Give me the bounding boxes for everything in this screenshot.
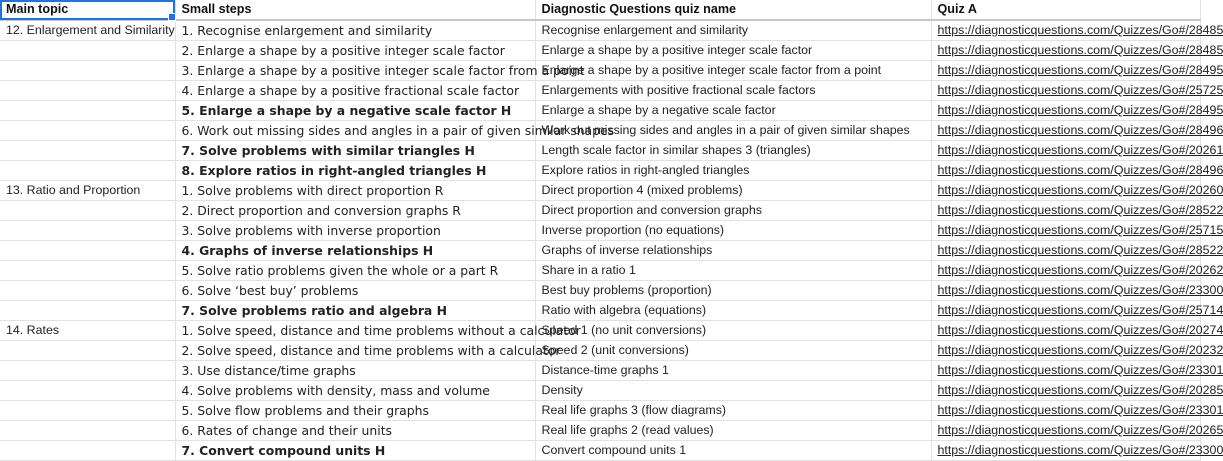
table-row (0, 341, 1200, 361)
quiz-link-cell[interactable]: https://diagnosticquestions.com/Quizzes/Go#/23301 (931, 401, 1200, 421)
quiz-name-cell[interactable]: Real life graphs 3 (flow diagrams) (535, 401, 931, 421)
quiz-name-cell[interactable]: Recognise enlargement and similarity (535, 20, 931, 41)
quiz-link-cell[interactable]: https://diagnosticquestions.com/Quizzes/Go#/20261 (931, 141, 1200, 161)
main-topic-cell[interactable] (0, 41, 175, 61)
table-row (0, 81, 1200, 101)
quiz-name-cell[interactable]: Enlarge a shape by a positive integer scale factor from a point (535, 61, 931, 81)
small-step-cell[interactable]: 1. Solve speed, distance and time problems without a calculator (175, 321, 535, 341)
quiz-name-cell[interactable]: Speed 2 (unit conversions) (535, 341, 931, 361)
main-topic-cell[interactable] (0, 241, 175, 261)
quiz-link-cell[interactable]: https://diagnosticquestions.com/Quizzes/Go#/28496 (931, 121, 1200, 141)
quiz-link-cell[interactable]: https://diagnosticquestions.com/Quizzes/Go#/28522 (931, 241, 1200, 261)
quiz-link-cell[interactable]: https://diagnosticquestions.com/Quizzes/Go#/20262 (931, 261, 1200, 281)
quiz-name-cell[interactable]: Direct proportion 4 (mixed problems) (535, 181, 931, 201)
main-topic-cell[interactable] (0, 81, 175, 101)
quiz-name-cell[interactable]: Enlarge a shape by a negative scale factor (535, 101, 931, 121)
quiz-link-cell[interactable]: https://diagnosticquestions.com/Quizzes/Go#/25725 (931, 81, 1200, 101)
table-row (0, 121, 1200, 141)
table-row (0, 20, 1200, 41)
quiz-name-cell[interactable]: Work out missing sides and angles in a pair of given similar shapes (535, 121, 931, 141)
quiz-name-cell[interactable]: Explore ratios in right-angled triangles (535, 161, 931, 181)
quiz-name-cell[interactable]: Direct proportion and conversion graphs (535, 201, 931, 221)
quiz-link-cell[interactable]: https://diagnosticquestions.com/Quizzes/Go#/28485 (931, 20, 1200, 41)
sheet-body (0, 20, 1223, 461)
quiz-link-cell[interactable]: https://diagnosticquestions.com/Quizzes/Go#/28485 (931, 41, 1200, 61)
quiz-name-cell[interactable]: Enlarge a shape by a positive integer scale factor (535, 41, 931, 61)
quiz-name-cell[interactable]: Share in a ratio 1 (535, 261, 931, 281)
small-step-cell[interactable]: 2. Solve speed, distance and time problems with a calculator (175, 341, 535, 361)
quiz-name-cell[interactable]: Enlargements with positive fractional scale factors (535, 81, 931, 101)
table-row (0, 441, 1200, 461)
main-topic-cell[interactable] (0, 361, 175, 381)
small-step-cell[interactable]: 2. Enlarge a shape by a positive integer scale factor (175, 41, 535, 61)
small-step-cell[interactable]: 8. Explore ratios in right-angled triangles H (175, 161, 535, 181)
selection-fill-handle[interactable] (168, 13, 176, 21)
small-step-cell[interactable]: 3. Solve problems with inverse proportion (175, 221, 535, 241)
table-row (0, 381, 1200, 401)
header-main-topic-label: Main topic (6, 2, 69, 16)
quiz-name-cell[interactable]: Distance-time graphs 1 (535, 361, 931, 381)
quiz-link-cell[interactable]: https://diagnosticquestions.com/Quizzes/Go#/28495 (931, 61, 1200, 81)
quiz-link-cell[interactable]: https://diagnosticquestions.com/Quizzes/Go#/25715 (931, 221, 1200, 241)
table-row (0, 41, 1200, 61)
small-step-cell[interactable]: 5. Solve flow problems and their graphs (175, 401, 535, 421)
small-step-cell[interactable]: 1. Recognise enlargement and similarity (175, 20, 535, 41)
main-topic-cell[interactable] (0, 381, 175, 401)
small-step-cell[interactable]: 7. Solve problems ratio and algebra H (175, 301, 535, 321)
main-topic-cell[interactable] (0, 441, 175, 461)
quiz-link-cell[interactable]: https://diagnosticquestions.com/Quizzes/Go#/20285 (931, 381, 1200, 401)
small-step-cell[interactable]: 6. Solve ‘best buy’ problems (175, 281, 535, 301)
small-step-cell[interactable]: 4. Graphs of inverse relationships H (175, 241, 535, 261)
quiz-name-cell[interactable]: Real life graphs 2 (read values) (535, 421, 931, 441)
table-row (0, 141, 1200, 161)
small-step-cell[interactable]: 6. Work out missing sides and angles in a pair of given similar shapes (175, 121, 535, 141)
small-step-cell[interactable]: 4. Enlarge a shape by a positive fractional scale factor (175, 81, 535, 101)
quiz-link-cell[interactable]: https://diagnosticquestions.com/Quizzes/Go#/28496 (931, 161, 1200, 181)
small-step-cell[interactable]: 1. Solve problems with direct proportion R (175, 181, 535, 201)
quiz-link-cell[interactable]: https://diagnosticquestions.com/Quizzes/Go#/28495 (931, 101, 1200, 121)
main-topic-cell[interactable]: 13. Ratio and Proportion (0, 181, 175, 201)
table-row (0, 421, 1200, 441)
small-step-cell[interactable]: 6. Rates of change and their units (175, 421, 535, 441)
quiz-name-cell[interactable]: Graphs of inverse relationships (535, 241, 931, 261)
header-main-topic[interactable] (0, 0, 175, 20)
quiz-name-cell[interactable]: Best buy problems (proportion) (535, 281, 931, 301)
small-step-cell[interactable]: 3. Enlarge a shape by a positive integer scale factor from a point (175, 61, 535, 81)
main-topic-cell[interactable] (0, 341, 175, 361)
table-row (0, 181, 1200, 201)
quiz-link-cell[interactable]: https://diagnosticquestions.com/Quizzes/Go#/20232 (931, 341, 1200, 361)
main-topic-cell[interactable] (0, 161, 175, 181)
table-row (0, 301, 1200, 321)
main-topic-cell[interactable] (0, 221, 175, 241)
table-row (0, 61, 1200, 81)
quiz-link-cell[interactable]: https://diagnosticquestions.com/Quizzes/Go#/25714 (931, 301, 1200, 321)
main-topic-cell[interactable] (0, 421, 175, 441)
main-topic-cell[interactable] (0, 401, 175, 421)
table-row (0, 201, 1200, 221)
table-row (0, 261, 1200, 281)
quiz-link-cell[interactable]: https://diagnosticquestions.com/Quizzes/Go#/23300 (931, 441, 1200, 461)
table-row (0, 281, 1200, 301)
quiz-link-cell[interactable]: https://diagnosticquestions.com/Quizzes/Go#/23300 (931, 281, 1200, 301)
table-row (0, 361, 1200, 381)
header-quiz-a[interactable]: Quiz A (931, 0, 1200, 20)
table-row (0, 161, 1200, 181)
small-step-cell[interactable]: 3. Use distance/time graphs (175, 361, 535, 381)
main-topic-cell[interactable]: 12. Enlargement and Similarity (0, 20, 175, 41)
header-row (0, 0, 1200, 20)
quiz-name-cell[interactable]: Convert compound units 1 (535, 441, 931, 461)
small-step-cell[interactable]: 4. Solve problems with density, mass and volume (175, 381, 535, 401)
header-small-steps[interactable]: Small steps (175, 0, 535, 20)
small-step-cell[interactable]: 5. Enlarge a shape by a negative scale factor H (175, 101, 535, 121)
main-topic-cell[interactable] (0, 141, 175, 161)
quiz-name-cell[interactable]: Inverse proportion (no equations) (535, 221, 931, 241)
small-step-cell[interactable]: 5. Solve ratio problems given the whole or a part R (175, 261, 535, 281)
quiz-name-cell[interactable]: Speed 1 (no unit conversions) (535, 321, 931, 341)
main-topic-cell[interactable] (0, 281, 175, 301)
main-topic-cell[interactable]: 14. Rates (0, 321, 175, 341)
quiz-link-cell[interactable]: https://diagnosticquestions.com/Quizzes/Go#/23301 (931, 361, 1200, 381)
quiz-link-cell[interactable]: https://diagnosticquestions.com/Quizzes/Go#/20265 (931, 421, 1200, 441)
small-step-cell[interactable]: 7. Solve problems with similar triangles H (175, 141, 535, 161)
small-step-cell[interactable]: 2. Direct proportion and conversion graphs R (175, 201, 535, 221)
main-topic-cell[interactable] (0, 201, 175, 221)
main-topic-cell[interactable] (0, 301, 175, 321)
table-row (0, 321, 1200, 341)
main-topic-cell[interactable] (0, 61, 175, 81)
main-topic-cell[interactable] (0, 121, 175, 141)
table-row (0, 221, 1200, 241)
quiz-name-cell[interactable]: Length scale factor in similar shapes 3 (triangles) (535, 141, 931, 161)
quiz-name-cell[interactable]: Density (535, 381, 931, 401)
quiz-link-cell[interactable]: https://diagnosticquestions.com/Quizzes/Go#/20274 (931, 321, 1200, 341)
quiz-link-cell[interactable]: https://diagnosticquestions.com/Quizzes/Go#/20260 (931, 181, 1200, 201)
table-row (0, 241, 1200, 261)
main-topic-cell[interactable] (0, 101, 175, 121)
quiz-link-cell[interactable]: https://diagnosticquestions.com/Quizzes/Go#/28522 (931, 201, 1200, 221)
small-step-cell[interactable]: 7. Convert compound units H (175, 441, 535, 461)
quiz-name-cell[interactable]: Ratio with algebra (equations) (535, 301, 931, 321)
header-quiz-name[interactable]: Diagnostic Questions quiz name (535, 0, 931, 20)
table-row (0, 101, 1200, 121)
table-row (0, 401, 1200, 421)
main-topic-cell[interactable] (0, 261, 175, 281)
